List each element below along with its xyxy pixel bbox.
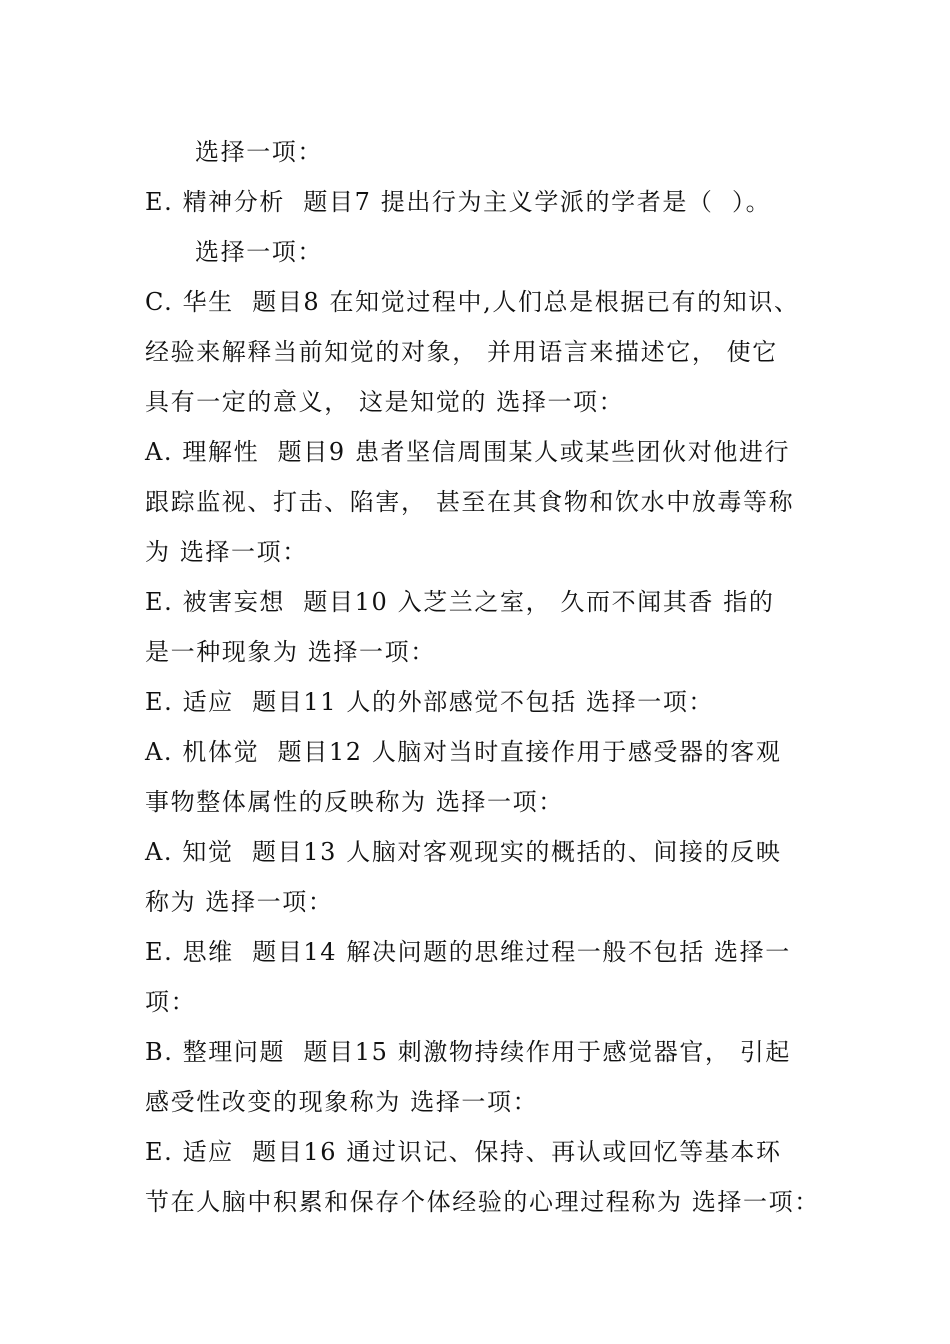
text-line: E. 适应 题目16 通过识记、保持、再认或回忆等基本环: [145, 1138, 782, 1166]
text-line: E. 精神分析 题目7 提出行为主义学派的学者是（ ）。: [145, 188, 772, 216]
text-line: 经验来解释当前知觉的对象， 并用语言来描述它， 使它: [145, 338, 778, 366]
text-line: A. 知觉 题目13 人脑对客观现实的概括的、间接的反映: [145, 838, 782, 866]
text-line: 为 选择一项：: [145, 538, 308, 566]
text-line: B. 整理问题 题目15 刺激物持续作用于感觉器官， 引起: [145, 1038, 791, 1066]
text-line: 具有一定的意义， 这是知觉的 选择一项：: [145, 388, 625, 416]
text-line: A. 机体觉 题目12 人脑对当时直接作用于感受器的客观: [145, 738, 782, 766]
text-line: 项：: [145, 988, 197, 1016]
text-line: 选择一项：: [195, 138, 323, 166]
text-line: 称为 选择一项：: [145, 888, 334, 916]
text-line: C. 华生 题目8 在知觉过程中,人们总是根据已有的知识、: [145, 288, 800, 316]
text-line: 跟踪监视、打击、陷害， 甚至在其食物和饮水中放毒等称: [145, 488, 795, 516]
text-line: 感受性改变的现象称为 选择一项：: [145, 1088, 539, 1116]
text-line: 选择一项：: [195, 238, 323, 266]
text-line: E. 被害妄想 题目10 入芝兰之室， 久而不闻其香 指的: [145, 588, 775, 616]
text-line: 节在人脑中积累和保存个体经验的心理过程称为 选择一项：: [145, 1188, 820, 1216]
text-line: E. 适应 题目11 人的外部感觉不包括 选择一项：: [145, 688, 715, 716]
text-line: 是一种现象为 选择一项：: [145, 638, 436, 666]
text-line: A. 理解性 题目9 患者坚信周围某人或某些团伙对他进行: [145, 438, 791, 466]
text-line: E. 思维 题目14 解决问题的思维过程一般不包括 选择一: [145, 938, 791, 966]
text-line: 事物整体属性的反映称为 选择一项：: [145, 788, 564, 816]
